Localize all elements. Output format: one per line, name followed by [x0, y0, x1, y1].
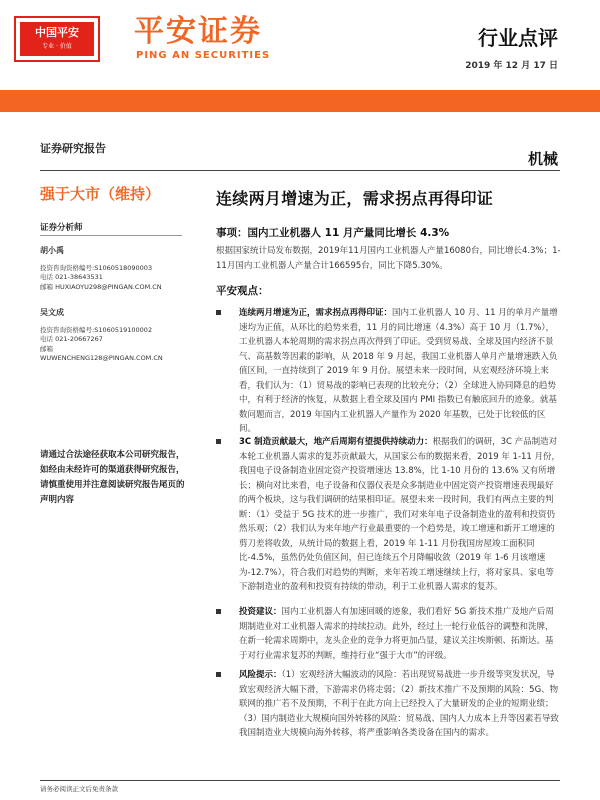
analyst-phone: 电话 021-38643531	[40, 273, 103, 281]
viewpoint-heading: 平安观点：	[216, 285, 269, 297]
series-label: 证券研究报告	[40, 142, 106, 155]
viewpoint-item	[216, 668, 561, 741]
viewpoint-lead: 3C 制造贡献最大，地产后周期有望提供持续动力：	[239, 437, 433, 447]
bullet-icon	[216, 609, 221, 614]
side-disclaimer: 请通过合法途径获取本公司研究报告，如经由未经许可的渠道获得研究报告，请慎重使用并注意阅读研究报告尾页的声明内容	[40, 450, 185, 505]
brand-name-en: PING AN SECURITIES	[136, 50, 271, 61]
logo-subtext: 专业 · 价值	[42, 43, 72, 50]
analyst-email: WUWENCHENG128@PINGAN.COM.CN	[40, 354, 163, 362]
analyst-card	[40, 308, 163, 364]
report-date: 2019 年 12 月 17 日	[465, 61, 558, 71]
event-text: 根据国家统计局发布数据，2019年11月国内工业机器人产量16080台，同比增长4.3%；1-11月国内工业机器人产量合计166595台，同比下降5.30%。	[216, 246, 561, 271]
analyst-license: 投资咨询资格编号:S1060518090003	[40, 263, 153, 272]
header-bar	[0, 90, 600, 112]
analyst-email: 邮箱 HUXIAOYU298@PINGAN.COM.CN	[40, 282, 162, 291]
viewpoint-text: （1）宏观经济大幅波动的风险：若出现贸易战进一步升级等突发状况，导致宏观经济大幅下滑，下游需求仍将走弱；（2）新技术推广不及预期的风险：5G、物联网的推广若不及预期，不利于在此方向上已经投入了大量研发的企业的短期业绩；（3）国内制造业大规模向国外转移的风险：贸易战、国内人力成本上升等因素若导致我国制造业大规模向海外转移，将严重影响各类设备在国内的需求。	[239, 670, 559, 738]
analyst-email-label: 邮箱	[40, 344, 53, 353]
analyst-card	[40, 246, 162, 292]
report-title: 连续两月增速为正，需求拐点再得印证	[216, 189, 494, 208]
viewpoint-text: 根据我们的调研，3C 产品制造对本轮工业机器人需求的复苏贡献最大，从国家公布的数据来看，2019 年 1-11 月份，我国电子设备制造业固定资产投资增速达 13.8%，比 1-10 月份的 13.6% 又有所增长；横向对比来看，电子设备和仪器仪表是众多制造业中固定资产投资增速表现最好的两个板块，这与我们调研的结果相印证。展望未来一段时间，我们有两点主要的判断：（1）受益于 5G 技术的进一步推广，我们对来年电子设备制造业的盈利和投资仍然乐观；（2）我们认为来年地产行业最重要的一个趋势是，竣工增速和新开工增速的剪刀差将收敛，从统计局的数据上看，2019 年 1-11 月份我国房屋竣工面积同比-4.5%，虽然仍处负值区间，但已连续五个月降幅收敛（2019 年 1-6 月该增速为-12.7%），符合我们对趋势的判断，来年若竣工增速继续上行，将对家具、家电等下游制造业的盈利和投资有持续的带动，利于工业机器人需求的复苏。	[239, 437, 561, 592]
analyst-phone: 电话 021-20667267	[40, 335, 103, 343]
event-line: 事项：国内工业机器人 11 月产量同比增长 4.3%	[216, 227, 450, 239]
bullet-icon	[216, 310, 221, 315]
footer-note: 请务必阅读正文后免责条款	[40, 785, 118, 793]
rating-label: 强于大市（维持）	[40, 185, 161, 203]
viewpoint-item	[216, 605, 561, 663]
analyst-name: 吴文成	[40, 308, 64, 317]
analyst-divider	[40, 235, 182, 236]
analyst-name: 胡小禹	[40, 246, 64, 255]
divider-bottom	[40, 780, 560, 781]
bullet-icon	[216, 439, 221, 444]
viewpoint-lead: 投资建议：	[239, 607, 282, 617]
viewpoint-lead: 风险提示：	[239, 670, 282, 680]
report-type: 行业点评	[478, 26, 558, 50]
logo-text: 中国平安	[35, 26, 79, 39]
viewpoint-lead: 连续两月增速为正，需求拐点再得印证：	[239, 308, 393, 318]
bullet-icon	[216, 672, 221, 677]
analyst-header: 证券分析师	[40, 223, 83, 233]
brand-name-cn: 平安证券	[134, 14, 262, 49]
industry-label: 机械	[527, 150, 558, 168]
viewpoint-item	[216, 306, 561, 437]
company-logo	[14, 16, 100, 62]
viewpoint-text: 国内工业机器人有加速回暖的迹象，我们看好 5G 新技术推广及地产后周期制造业对工业机器人需求的持续拉动。此外，经过上一轮行业低谷的调整和洗牌，在新一轮需求周期中，龙头企业的竞争力将更加凸显，建议关注埃斯顿、拓斯达。基于对行业需求复苏的判断，维持行业“强于大市”的评级。	[239, 607, 554, 661]
viewpoint-text: 国内工业机器人 10 月、11 月的单月产量增速均为正值，从环比的趋势来看，11 月的同比增速（4.3%）高于 10 月（1.7%），工业机器人本轮周期的需求拐点再次得到了印证。受到贸易战、全球及国内经济不景气、高基数等因素的影响，从 2018 年 9 月起，我国工业机器人单月产量增速跌入负值区间，一直持续到了 2019 年 9 月份。展望未来一段时间，从宏观经济环境上来看，我们认为：（1）贸易战的影响已表现的比较充分；（2）全球进入协同降息的趋势中，有利于经济的恢复，从数据上看全球及国内 PMI 指数已有触底回升的迹象。就基数问题而言，2019 年国内工业机器人产量作为 2020 年基数，已处于比较低的区间。	[239, 308, 558, 434]
viewpoint-item	[216, 435, 561, 595]
analyst-license: 投资咨询资格编号:S1060519100002	[40, 325, 153, 334]
divider-top	[40, 170, 560, 171]
